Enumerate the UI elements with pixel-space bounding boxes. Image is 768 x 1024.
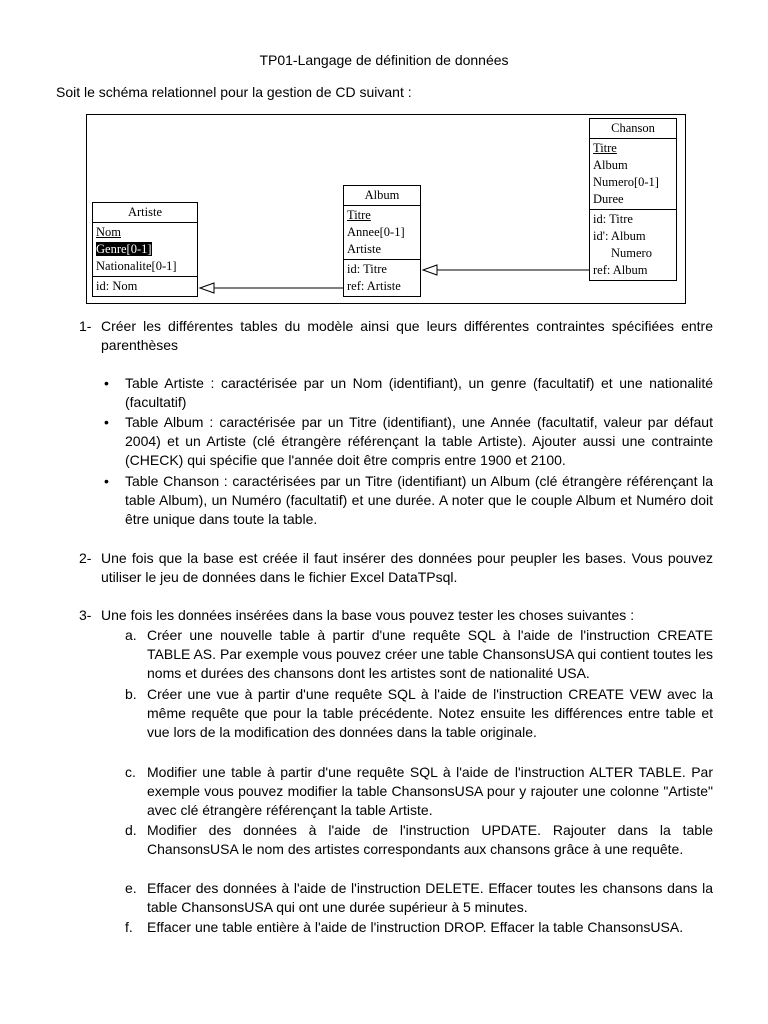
sub-text: Créer une nouvelle table à partir d'une requête SQL à l'aide de l'instruction CREATE TABLE AS. Par exemple vous pouvez créer une table ChansonsUSA qui contient toutes les noms et durées des chansons dont les artistes sont de nationalité USA. xyxy=(147,627,713,681)
bullet-dot: • xyxy=(104,375,109,391)
entity-name: Chanson xyxy=(590,119,676,139)
attribute: Artiste xyxy=(347,242,382,256)
sub-letter: a. xyxy=(125,627,137,643)
key: ref: Artiste xyxy=(347,279,401,293)
entity-name: Album xyxy=(344,186,420,206)
sub-text: Modifier une table à partir d'une requête SQL à l'aide de l'instruction ALTER TABLE. Par exemple vous pouvez modifier la table ChansonsUSA pour y rajouter une colonne "Artiste" avec clé étrangère référençant la table Artiste. xyxy=(147,764,713,818)
attribute: Duree xyxy=(593,192,624,206)
item-number: 2- xyxy=(79,550,92,566)
key: id: Titre xyxy=(347,262,387,276)
sub-text: Effacer des données à l'aide de l'instruction DELETE. Effacer toutes les chansons dans la table ChansonsUSA qui ont une durée supérieur à 5 minutes. xyxy=(147,880,713,915)
keys-section xyxy=(344,260,420,296)
bullet-dot: • xyxy=(104,414,109,430)
attributes-section xyxy=(590,139,676,210)
attribute: Album xyxy=(593,158,628,172)
key: ref: Album xyxy=(593,263,648,277)
key: id': Album xyxy=(593,229,646,243)
item-text: Une fois que la base est créée il faut insérer des données pour peupler les bases. Vous pouvez utiliser le jeu de données dans le fichier Excel DataTPsql. xyxy=(101,550,713,585)
item-number: 1- xyxy=(79,318,92,334)
entity-artiste xyxy=(92,202,198,297)
bullet-text: Table Chanson : caractérisées par un Titre (identifiant) un Album (clé étrangère référençant la table Album), un Numéro (facultatif) et une durée. A noter que le couple Album et Numéro doit être unique dans toute la table. xyxy=(125,473,713,527)
attribute: Numero[0-1] xyxy=(593,175,659,189)
bullet-text: Table Artiste : caractérisée par un Nom (identifiant), un genre (facultatif) et une nationalité (facultatif) xyxy=(125,375,713,410)
item-number: 3- xyxy=(79,607,92,623)
attribute: Nationalite[0-1] xyxy=(96,259,177,273)
item-text: Une fois les données insérées dans la base vous pouvez tester les choses suivantes : xyxy=(101,607,635,623)
bullet-text: Table Album : caractérisée par un Titre (identifiant), une Année (facultatif, valeur par défaut 2004) et un Artiste (clé étrangère référençant la table Artiste). Ajouter aussi une contrainte (CHECK) qui spécifie que l'année doit être compris entre 1900 et 2100. xyxy=(125,414,713,468)
keys-section xyxy=(93,277,197,296)
sub-text: Effacer une table entière à l'aide de l'instruction DROP. Effacer la table ChansonsUSA. xyxy=(147,919,684,935)
attribute: Nom xyxy=(96,225,121,239)
entity-album xyxy=(343,185,421,297)
entity-chanson xyxy=(589,118,677,281)
item-text: Créer les différentes tables du modèle ainsi que leurs différentes contraintes spécifiées entre parenthèses xyxy=(101,318,713,353)
keys-section xyxy=(590,210,676,280)
sub-letter: c. xyxy=(125,764,136,780)
sub-letter: f. xyxy=(125,919,133,935)
sub-letter: b. xyxy=(125,686,137,702)
sub-text: Créer une vue à partir d'une requête SQL à l'aide de l'instruction CREATE VEW avec la même requête que pour la table précédente. Notez ensuite les différences entre table et vue lors de la modification des données dans la table originale. xyxy=(147,686,713,740)
key: id: Nom xyxy=(96,279,138,293)
attribute: Titre xyxy=(347,208,371,222)
sub-letter: d. xyxy=(125,822,137,838)
schema-diagram xyxy=(86,114,686,304)
sub-text: Modifier des données à l'aide de l'instruction UPDATE. Rajouter dans la table ChansonsUSA le nom des artistes correspondants aux chansons grâce à une requête. xyxy=(147,822,713,857)
sub-letter: e. xyxy=(125,880,137,896)
attributes-section xyxy=(93,223,197,277)
entity-name: Artiste xyxy=(93,203,197,223)
key: id: Titre xyxy=(593,212,633,226)
attribute: Titre xyxy=(593,141,617,155)
page-title: TP01-Langage de définition de données xyxy=(259,52,509,68)
attribute-selected: Genre[0-1] xyxy=(96,242,152,256)
key: Numero xyxy=(611,246,652,260)
bullet-dot: • xyxy=(104,473,109,489)
intro-text: Soit le schéma relationnel pour la gestion de CD suivant : xyxy=(56,84,412,100)
attributes-section xyxy=(344,206,420,260)
attribute: Annee[0-1] xyxy=(347,225,405,239)
